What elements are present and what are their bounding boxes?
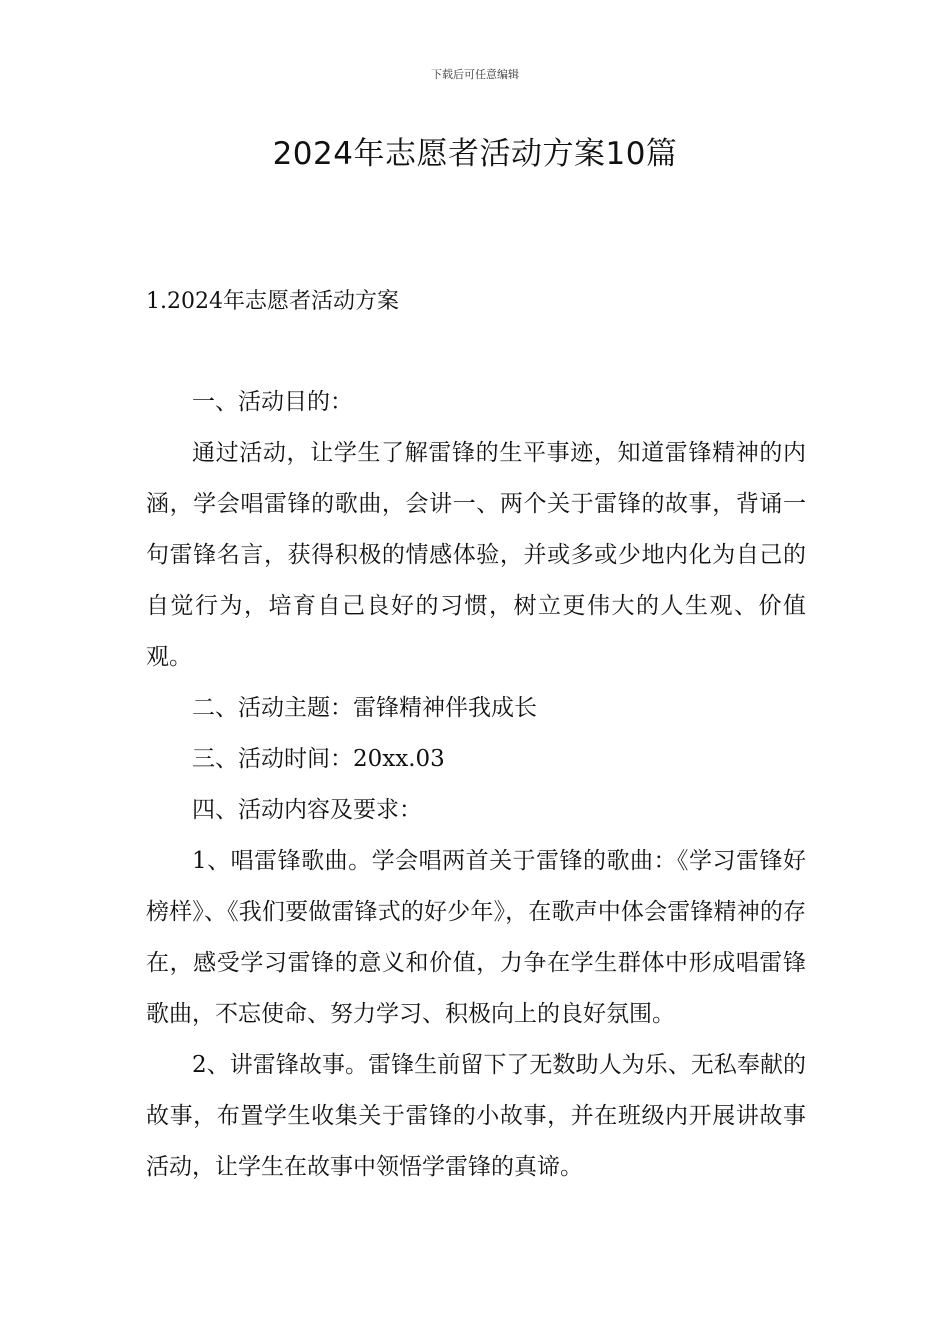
- paragraph-time: 三、活动时间：20xx.03: [192, 746, 445, 772]
- paragraph-content-heading: 四、活动内容及要求：: [192, 797, 422, 823]
- section-heading: 1.2024年志愿者活动方案: [146, 289, 399, 314]
- header-note: 下载后可任意编辑: [431, 68, 519, 81]
- paragraph-songs: 1、唱雷锋歌曲。学会唱两首关于雷锋的歌曲：《学习雷锋好榜样》、《我们要做雷锋式的好少年》，在歌声中体会雷锋精神的存在，感受学习雷锋的意义和价值，力争在学生群体中形成唱雷锋歌曲，不忘使命、努力学习、积极向上的良好氛围。: [146, 848, 806, 1027]
- paragraph-purpose: 通过活动，让学生了解雷锋的生平事迹，知道雷锋精神的内涵，学会唱雷锋的歌曲，会讲一、两个关于雷锋的故事，背诵一句雷锋名言，获得积极的情感体验，并或多或少地内化为自己的自觉行为，培育自己良好的习惯，树立更伟大的人生观、价值观。: [146, 440, 806, 670]
- paragraph-purpose-heading: 一、活动目的：: [192, 389, 353, 415]
- document-body: [146, 377, 806, 1193]
- paragraph-theme: 二、活动主题：雷锋精神伴我成长: [192, 695, 537, 721]
- document-title: 2024年志愿者活动方案10篇: [272, 136, 678, 172]
- paragraph-stories: 2、讲雷锋故事。雷锋生前留下了无数助人为乐、无私奉献的故事，布置学生收集关于雷锋的小故事，并在班级内开展讲故事活动，让学生在故事中领悟学雷锋的真谛。: [146, 1052, 806, 1180]
